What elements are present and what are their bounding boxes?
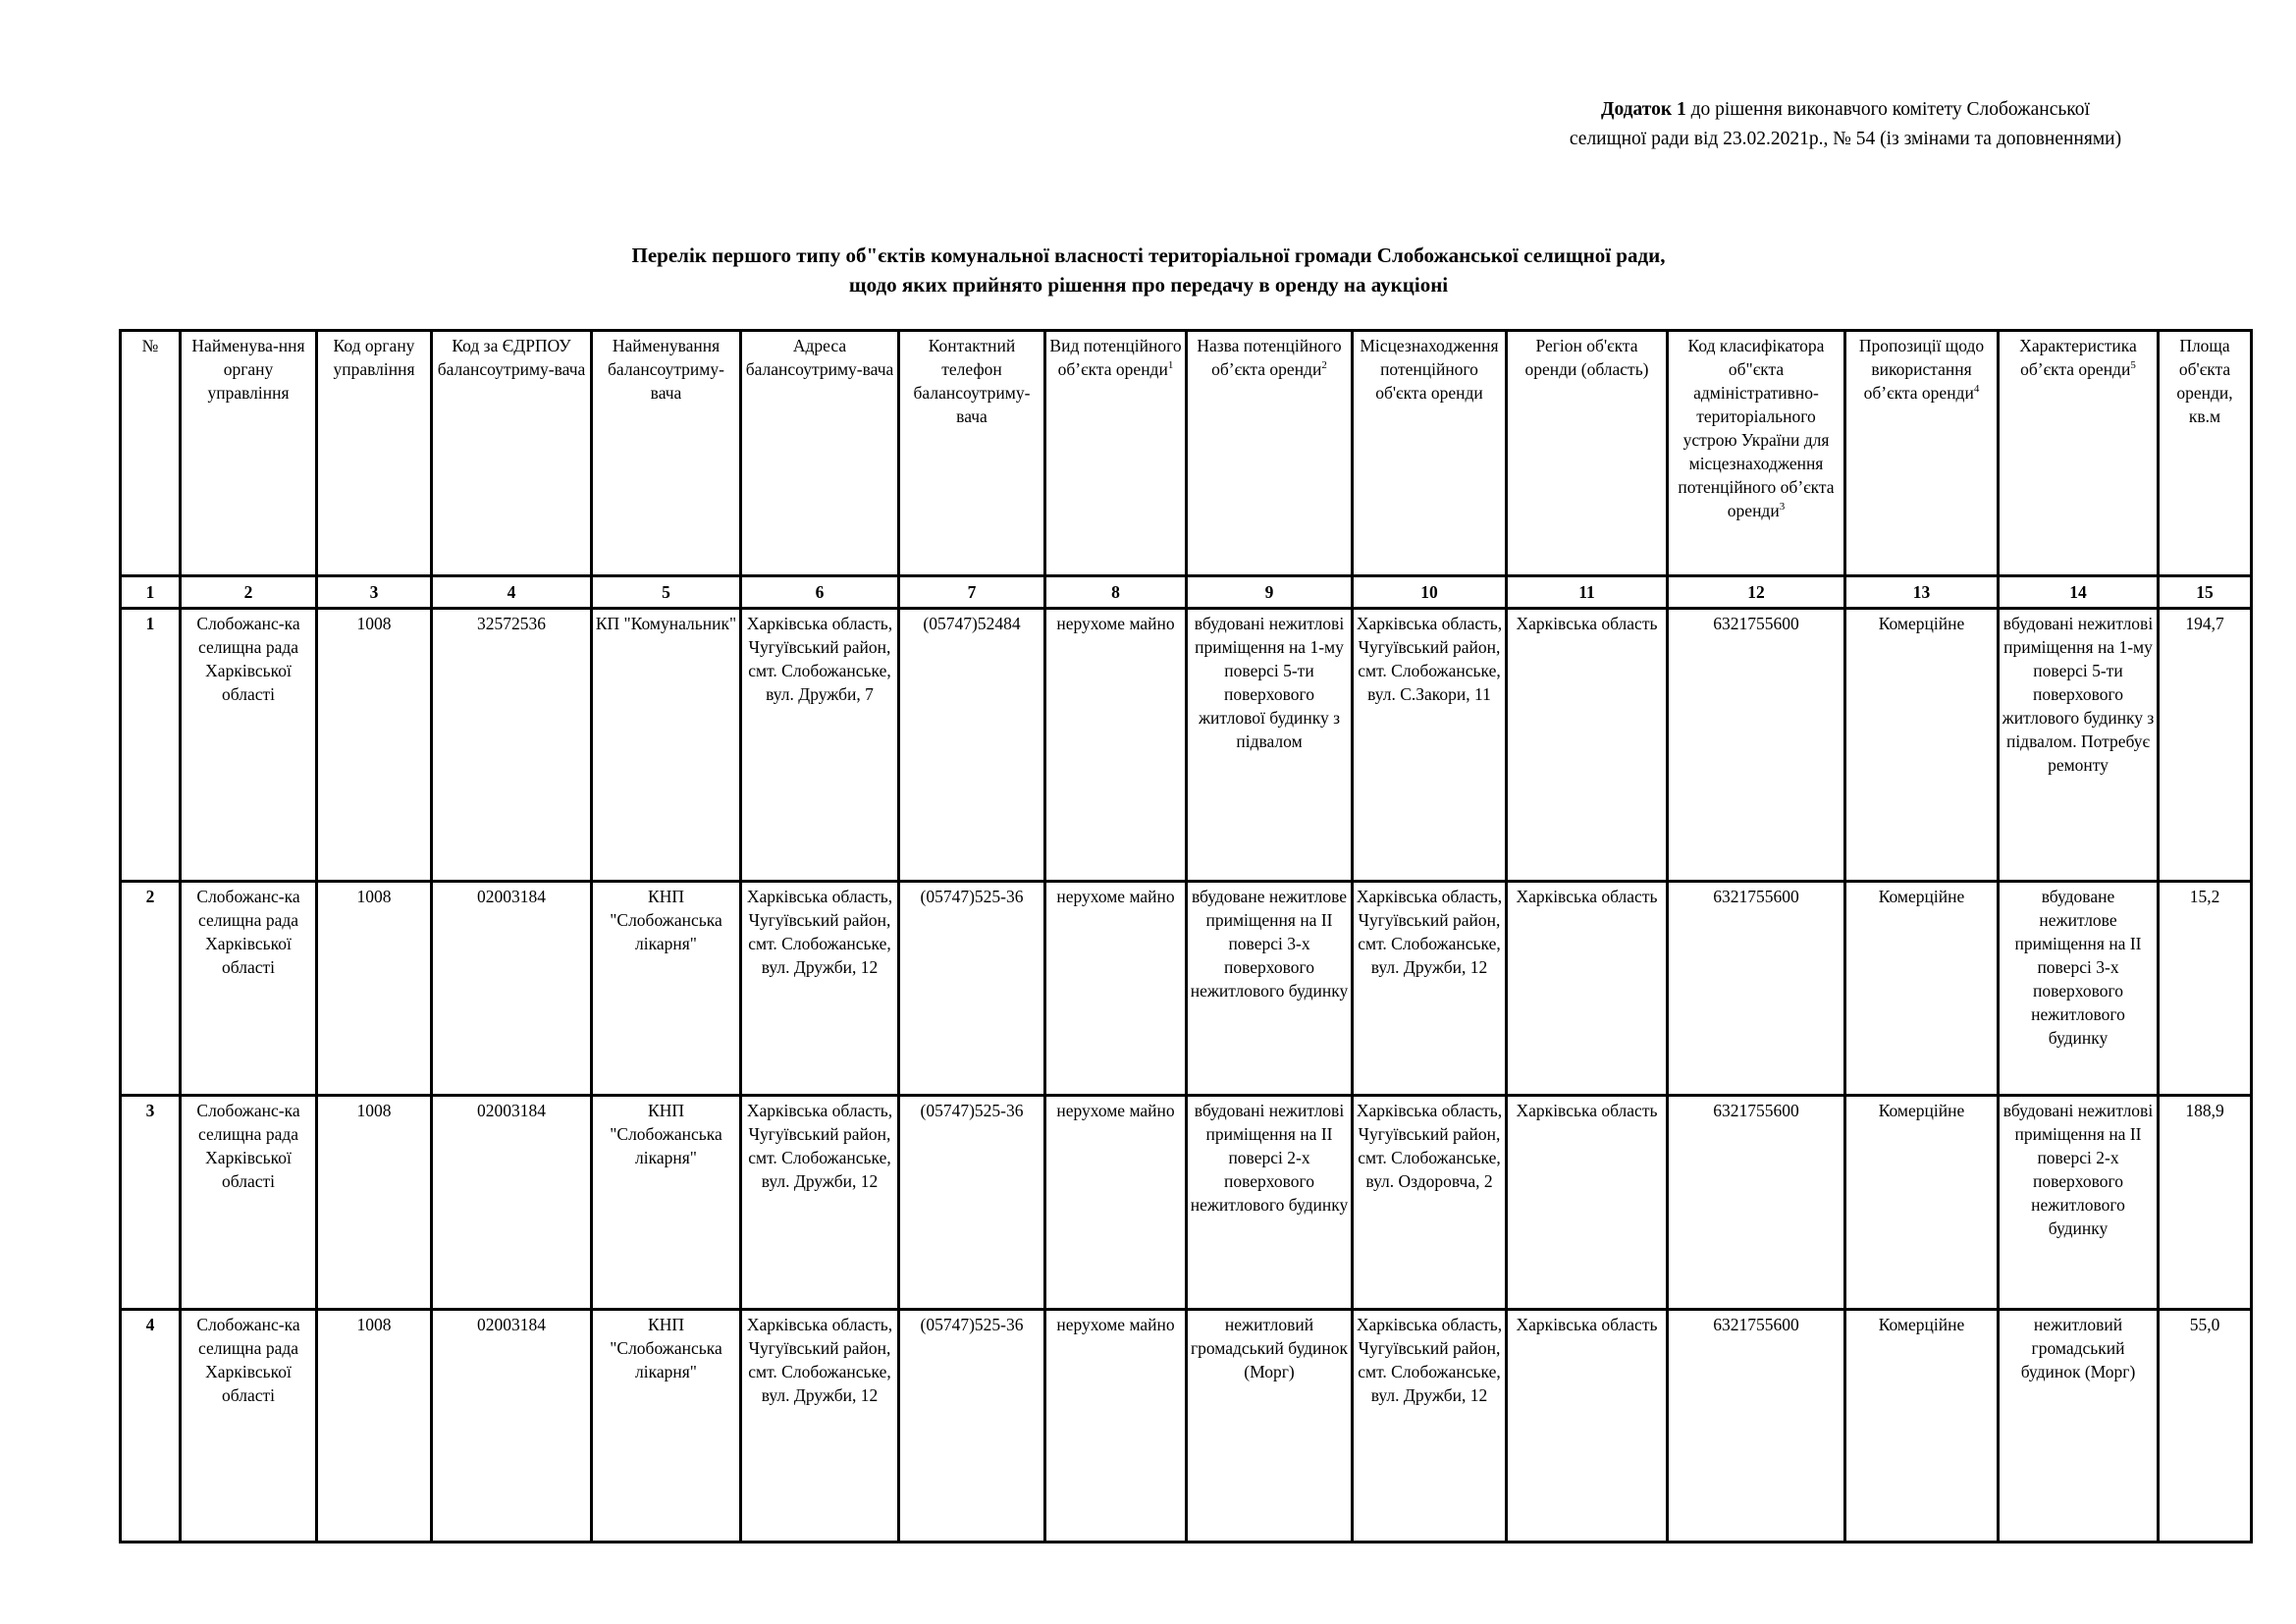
annex-line-2: селищної ради від 23.02.2021р., № 54 (із змінами та доповненнями) xyxy=(1569,129,2122,149)
column-header xyxy=(121,331,181,576)
annex-line-1-rest: до рішення виконавчого комітету Слобожанської xyxy=(1685,99,2090,120)
footnote-marker: 4 xyxy=(1973,383,1980,396)
column-number: 14 xyxy=(1999,576,2159,609)
table-cell: 4 xyxy=(121,1310,181,1543)
table-cell: (05747)525-36 xyxy=(899,882,1045,1096)
table-cell: Харківська область, Чугуївський район, смт. Слобожанське, вул. Дружби, 12 xyxy=(741,882,899,1096)
property-register-table xyxy=(119,329,2253,1543)
table-cell: 6321755600 xyxy=(1668,882,1845,1096)
column-header xyxy=(1353,331,1507,576)
header-row xyxy=(121,331,2252,576)
column-header xyxy=(2159,331,2252,576)
table-row xyxy=(121,882,2252,1096)
table-cell: Харківська область, Чугуївський район, смт. Слобожанське, вул. Дружби, 12 xyxy=(741,1310,899,1543)
table-cell: (05747)52484 xyxy=(899,609,1045,882)
table-cell: вбудовані нежитлові приміщення на 1-му поверсі 5-ти поверхового житлової будинку з підвалом xyxy=(1187,609,1353,882)
table-cell: 2 xyxy=(121,882,181,1096)
table-cell: 188,9 xyxy=(2159,1096,2252,1310)
table-cell: Харківська область xyxy=(1507,882,1668,1096)
table-cell: 1008 xyxy=(317,1096,432,1310)
column-number-row xyxy=(121,576,2252,609)
table-cell: КП "Комунальник" xyxy=(592,609,741,882)
table-cell: 55,0 xyxy=(2159,1310,2252,1543)
column-number: 13 xyxy=(1845,576,1999,609)
table-cell: Комерційне xyxy=(1845,882,1999,1096)
column-number: 2 xyxy=(181,576,317,609)
table-cell: 15,2 xyxy=(2159,882,2252,1096)
column-header-label: Контактний телефон балансоутриму-вача xyxy=(913,336,1031,426)
column-number: 3 xyxy=(317,576,432,609)
footnote-marker: 2 xyxy=(1321,359,1327,372)
table-cell: КНП "Слобожанська лікарня" xyxy=(592,1096,741,1310)
column-header xyxy=(181,331,317,576)
column-number: 5 xyxy=(592,576,741,609)
column-header-label: Пропозиції щодо використання об’єкта оренди xyxy=(1858,336,1985,403)
table-cell: Слобожанс-ка селищна рада Харківської області xyxy=(181,882,317,1096)
table-cell: Харківська область, Чугуївський район, смт. Слобожанське, вул. Оздоровча, 2 xyxy=(1353,1096,1507,1310)
column-number: 11 xyxy=(1507,576,1668,609)
table-cell: 1008 xyxy=(317,1310,432,1543)
footnote-marker: 5 xyxy=(2130,359,2136,372)
column-header xyxy=(1845,331,1999,576)
table-cell: КНП "Слобожанська лікарня" xyxy=(592,1310,741,1543)
column-number: 9 xyxy=(1187,576,1353,609)
table-cell: нежитловий громадський будинок (Морг) xyxy=(1187,1310,1353,1543)
column-header xyxy=(899,331,1045,576)
table-cell: 02003184 xyxy=(432,1096,592,1310)
column-number: 15 xyxy=(2159,576,2252,609)
table-cell: нерухоме майно xyxy=(1045,609,1187,882)
column-number: 6 xyxy=(741,576,899,609)
column-header-label: Найменування балансоутриму-вача xyxy=(608,336,724,403)
column-header-label: № xyxy=(141,336,159,355)
footnote-marker: 1 xyxy=(1167,359,1174,372)
table-cell: нежитловий громадський будинок (Морг) xyxy=(1999,1310,2159,1543)
table-cell: 6321755600 xyxy=(1668,1096,1845,1310)
table-cell: КНП "Слобожанська лікарня" xyxy=(592,882,741,1096)
column-number: 7 xyxy=(899,576,1045,609)
table-cell: Харківська область, Чугуївський район, смт. Слобожанське, вул. С.Закори, 11 xyxy=(1353,609,1507,882)
column-header xyxy=(1668,331,1845,576)
table-cell: 6321755600 xyxy=(1668,609,1845,882)
table-cell: Слобожанс-ка селищна рада Харківської області xyxy=(181,1096,317,1310)
table-row xyxy=(121,609,2252,882)
column-header-label: Назва потенційного об’єкта оренди xyxy=(1197,336,1342,379)
document-title xyxy=(118,241,2179,299)
table-cell: 02003184 xyxy=(432,882,592,1096)
table-cell: Харківська область, Чугуївський район, смт. Слобожанське, вул. Дружби, 12 xyxy=(741,1096,899,1310)
column-header-label: Адреса балансоутриму-вача xyxy=(745,336,894,379)
column-header-label: Площа об'єкта оренди, кв.м xyxy=(2176,336,2233,426)
table-cell: 02003184 xyxy=(432,1310,592,1543)
column-header xyxy=(741,331,899,576)
table-cell: Комерційне xyxy=(1845,609,1999,882)
table-cell: 6321755600 xyxy=(1668,1310,1845,1543)
table-cell: Комерційне xyxy=(1845,1310,1999,1543)
table-cell: Харківська область xyxy=(1507,1096,1668,1310)
table-cell: Харківська область xyxy=(1507,1310,1668,1543)
table-cell: (05747)525-36 xyxy=(899,1096,1045,1310)
column-number: 8 xyxy=(1045,576,1187,609)
table-row xyxy=(121,1096,2252,1310)
table-body xyxy=(121,331,2252,1543)
column-number: 10 xyxy=(1353,576,1507,609)
column-number: 1 xyxy=(121,576,181,609)
table-cell: Харківська область, Чугуївський район, смт. Слобожанське, вул. Дружби, 7 xyxy=(741,609,899,882)
column-header-label: Код класифікатора об"єкта адміністративно-територіального устрою України для місцезнаходження потенційного об’єкта оренди xyxy=(1678,336,1835,520)
table-cell: нерухоме майно xyxy=(1045,1096,1187,1310)
annex-label: Додаток 1 xyxy=(1601,99,1686,120)
column-header-label: Вид потенційного об’єкта оренди xyxy=(1049,336,1182,379)
table-cell: 32572536 xyxy=(432,609,592,882)
table-cell: нерухоме майно xyxy=(1045,882,1187,1096)
column-header xyxy=(1045,331,1187,576)
table-row xyxy=(121,1310,2252,1543)
column-header xyxy=(1999,331,2159,576)
table-cell: Слобожанс-ка селищна рада Харківської області xyxy=(181,609,317,882)
table-cell: Комерційне xyxy=(1845,1096,1999,1310)
column-header-label: Код органу управління xyxy=(333,336,415,379)
table-cell: (05747)525-36 xyxy=(899,1310,1045,1543)
column-header xyxy=(592,331,741,576)
table-cell: 1008 xyxy=(317,609,432,882)
column-header xyxy=(432,331,592,576)
column-header xyxy=(1187,331,1353,576)
annex-line-1 xyxy=(1472,95,2218,125)
table-cell: вбудовані нежитлові приміщення на II поверсі 2-х поверхового нежитлового будинку xyxy=(1999,1096,2159,1310)
table-cell: вбудоване нежитлове приміщення на II поверсі 3-х поверхового нежитлового будинку xyxy=(1999,882,2159,1096)
table-cell: нерухоме майно xyxy=(1045,1310,1187,1543)
table-cell: Харківська область xyxy=(1507,609,1668,882)
column-header xyxy=(1507,331,1668,576)
annex-header xyxy=(1472,95,2218,154)
table-cell: 1 xyxy=(121,609,181,882)
column-number: 4 xyxy=(432,576,592,609)
table-cell: вбудовані нежитлові приміщення на 1-му поверсі 5-ти поверхового житлового будинку з підвалом. Потребує ремонту xyxy=(1999,609,2159,882)
column-header-label: Найменува-ння органу управління xyxy=(191,336,305,403)
table-cell: 3 xyxy=(121,1096,181,1310)
column-header xyxy=(317,331,432,576)
table-cell: вбудоване нежитлове приміщення на II поверсі 3-х поверхового нежитлового будинку xyxy=(1187,882,1353,1096)
table-cell: Харківська область, Чугуївський район, смт. Слобожанське, вул. Дружби, 12 xyxy=(1353,1310,1507,1543)
table-cell: Слобожанс-ка селищна рада Харківської області xyxy=(181,1310,317,1543)
column-number: 12 xyxy=(1668,576,1845,609)
column-header-label: Код за ЄДРПОУ балансоутриму-вача xyxy=(437,336,586,379)
footnote-marker: 3 xyxy=(1779,501,1786,514)
column-header-label: Місцезнаходження потенційного об'єкта оренди xyxy=(1360,336,1499,403)
document-title-line-1: Перелік першого типу об"єктів комунальної власності територіальної громади Слобожанської селищної ради, xyxy=(631,244,1666,267)
document-title-line-2: щодо яких прийнято рішення про передачу в оренду на аукціоні xyxy=(848,273,1449,297)
table-cell: вбудовані нежитлові приміщення на II поверсі 2-х поверхового нежитлового будинку xyxy=(1187,1096,1353,1310)
column-header-label: Характеристика об’єкта оренди xyxy=(2019,336,2137,379)
table-cell: 194,7 xyxy=(2159,609,2252,882)
table-cell: Харківська область, Чугуївський район, смт. Слобожанське, вул. Дружби, 12 xyxy=(1353,882,1507,1096)
column-header-label: Регіон об'єкта оренди (область) xyxy=(1524,336,1649,379)
table-cell: 1008 xyxy=(317,882,432,1096)
